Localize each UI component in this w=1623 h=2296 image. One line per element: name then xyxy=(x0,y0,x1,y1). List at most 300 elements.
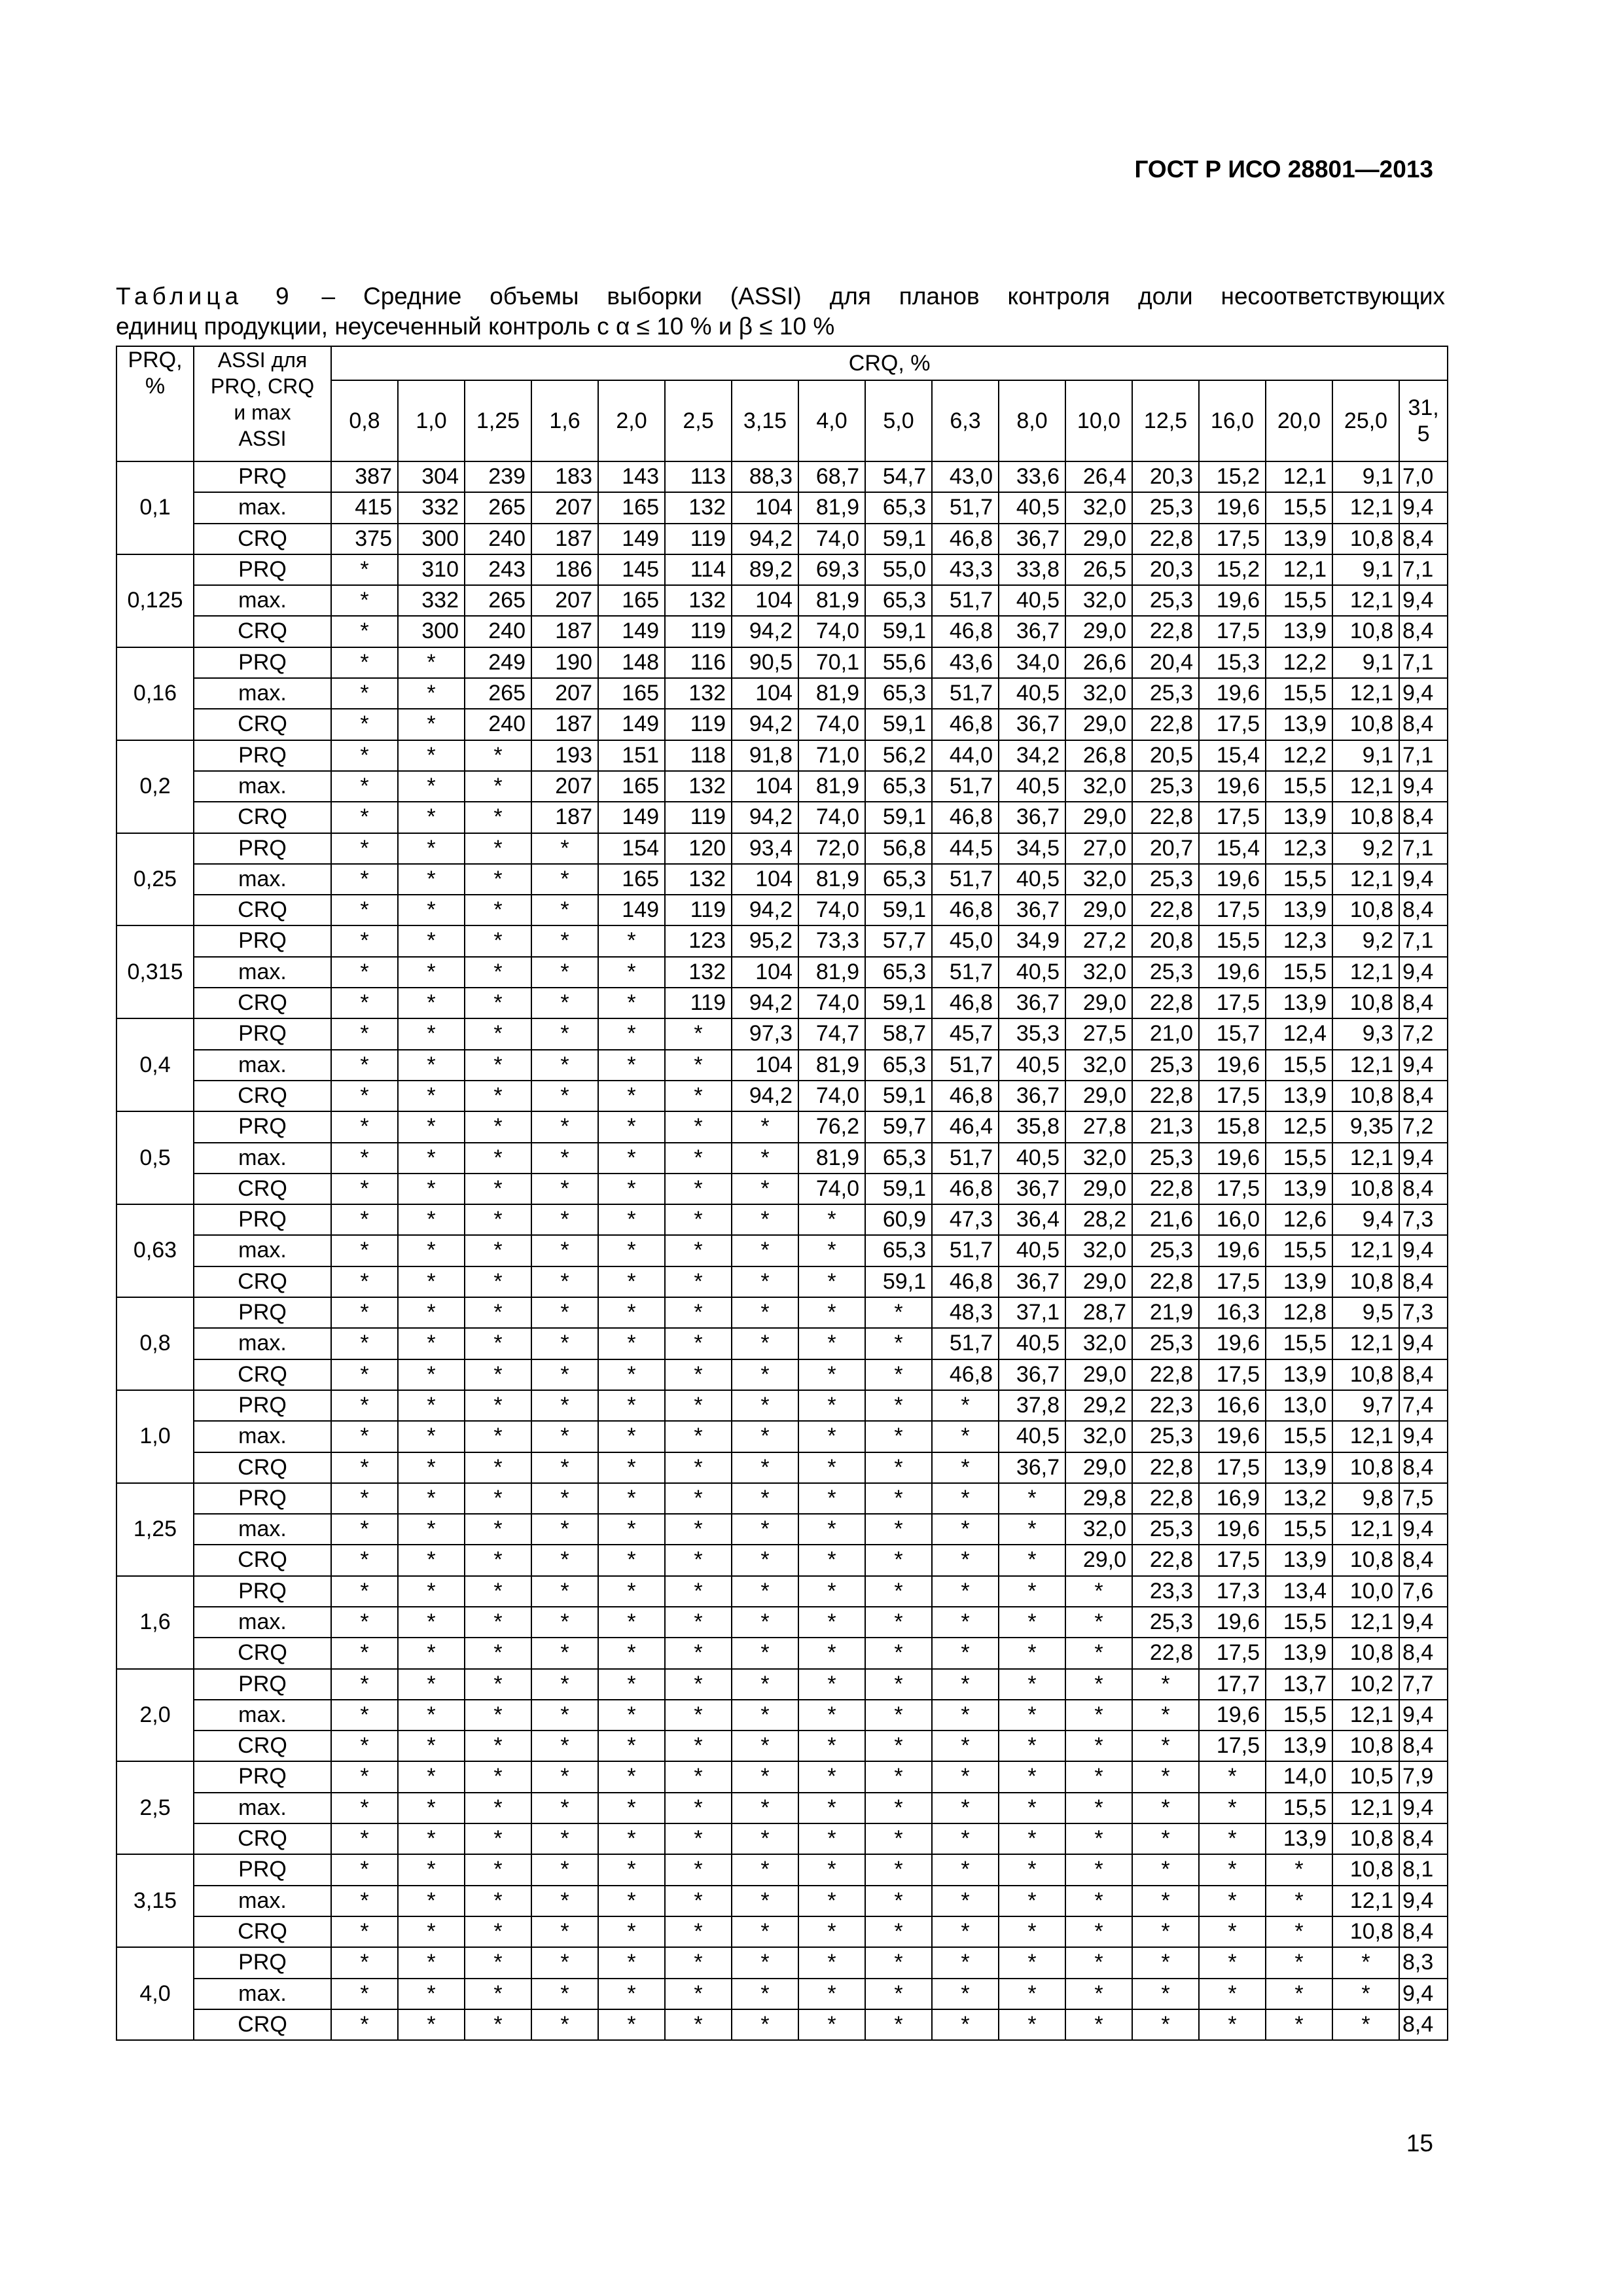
value-cell: * xyxy=(1266,2009,1332,2040)
value-cell: 25,3 xyxy=(1132,771,1199,802)
value-cell: 148 xyxy=(598,647,665,678)
value-cell: * xyxy=(1132,1669,1199,1700)
crq-header-cell: 20,0 xyxy=(1266,380,1332,461)
value-cell: 10,8 xyxy=(1332,1731,1399,1761)
value-cell: * xyxy=(798,1297,865,1328)
value-cell: * xyxy=(398,709,465,740)
value-cell: 40,5 xyxy=(999,864,1065,895)
value-cell: * xyxy=(865,1669,932,1700)
value-cell: * xyxy=(531,957,598,988)
value-cell: * xyxy=(932,1514,999,1545)
value-cell: * xyxy=(932,1390,999,1421)
value-cell: 36,7 xyxy=(999,616,1065,647)
value-cell: * xyxy=(732,1576,798,1607)
value-cell: * xyxy=(798,1823,865,1854)
value-cell: 22,8 xyxy=(1132,1483,1199,1514)
value-cell: 113 xyxy=(665,461,732,492)
value-cell: * xyxy=(999,1761,1065,1792)
value-cell: * xyxy=(999,1823,1065,1854)
value-cell: * xyxy=(1132,1793,1199,1823)
value-cell: 332 xyxy=(398,585,465,616)
value-cell: * xyxy=(598,1700,665,1731)
value-cell: 15,5 xyxy=(1199,925,1266,956)
value-cell: 17,5 xyxy=(1199,1174,1266,1204)
value-cell: * xyxy=(665,1452,732,1483)
row-label-cell: PRQ xyxy=(194,1669,331,1700)
value-cell: 29,0 xyxy=(1065,1081,1132,1111)
value-cell: 12,1 xyxy=(1332,1886,1399,1916)
value-cell: 12,1 xyxy=(1332,1421,1399,1452)
value-cell: 19,6 xyxy=(1199,771,1266,802)
value-cell: * xyxy=(1065,1700,1132,1731)
value-cell: 9,4 xyxy=(1399,1143,1448,1174)
value-cell: * xyxy=(732,1452,798,1483)
value-cell: * xyxy=(1065,1916,1132,1947)
value-cell: 187 xyxy=(531,524,598,554)
value-cell: 193 xyxy=(531,740,598,771)
value-cell: * xyxy=(331,740,398,771)
value-cell: * xyxy=(665,2009,732,2040)
value-cell: 149 xyxy=(598,709,665,740)
table-row xyxy=(116,957,1448,988)
crq-header-cell: 1,0 xyxy=(398,380,465,461)
value-cell: 20,3 xyxy=(1132,554,1199,585)
value-cell: 88,3 xyxy=(732,461,798,492)
value-cell: 9,4 xyxy=(1399,1050,1448,1081)
value-cell: * xyxy=(465,1793,531,1823)
value-cell: * xyxy=(865,1359,932,1390)
table-row xyxy=(116,771,1448,802)
value-cell: 46,4 xyxy=(932,1111,999,1142)
value-cell: * xyxy=(465,1483,531,1514)
value-cell: 29,0 xyxy=(1065,802,1132,833)
value-cell: * xyxy=(331,1700,398,1731)
value-cell: * xyxy=(1132,1731,1199,1761)
value-cell: * xyxy=(331,1081,398,1111)
value-cell: 13,9 xyxy=(1266,616,1332,647)
value-cell: * xyxy=(732,1823,798,1854)
value-cell: 25,3 xyxy=(1132,864,1199,895)
value-cell: * xyxy=(732,1235,798,1266)
value-cell: 10,8 xyxy=(1332,1823,1399,1854)
value-cell: 10,8 xyxy=(1332,1638,1399,1668)
value-cell: 12,1 xyxy=(1332,1328,1399,1359)
value-cell: 73,3 xyxy=(798,925,865,956)
table-row xyxy=(116,864,1448,895)
table-row xyxy=(116,1050,1448,1081)
value-cell: * xyxy=(398,925,465,956)
row-label-cell: max. xyxy=(194,771,331,802)
value-cell: * xyxy=(398,1143,465,1174)
value-cell: 13,9 xyxy=(1266,1266,1332,1297)
prq-value-cell: 2,0 xyxy=(116,1669,194,1762)
value-cell: * xyxy=(531,895,598,925)
value-cell: 132 xyxy=(665,492,732,523)
value-cell: * xyxy=(531,925,598,956)
value-cell: * xyxy=(732,2009,798,2040)
row-label-cell: PRQ xyxy=(194,1204,331,1235)
value-cell: 415 xyxy=(331,492,398,523)
value-cell: * xyxy=(732,1111,798,1142)
value-cell: 20,8 xyxy=(1132,925,1199,956)
value-cell: 74,0 xyxy=(798,616,865,647)
value-cell: * xyxy=(1065,1823,1132,1854)
value-cell: 207 xyxy=(531,585,598,616)
value-cell: * xyxy=(598,1669,665,1700)
value-cell: 46,8 xyxy=(932,616,999,647)
caption-line-2: единиц продукции, неусеченный контроль с α ≤ 10 % и β ≤ 10 % xyxy=(116,313,835,340)
value-cell: 207 xyxy=(531,492,598,523)
table-row xyxy=(116,1607,1448,1638)
value-cell: * xyxy=(999,1886,1065,1916)
value-cell: 10,8 xyxy=(1332,1545,1399,1575)
value-cell: * xyxy=(331,1174,398,1204)
value-cell: * xyxy=(531,1050,598,1081)
value-cell: 7,4 xyxy=(1399,1390,1448,1421)
value-cell: 40,5 xyxy=(999,957,1065,988)
value-cell: * xyxy=(732,1297,798,1328)
value-cell: 74,0 xyxy=(798,895,865,925)
value-cell: * xyxy=(598,988,665,1018)
value-cell: * xyxy=(798,1669,865,1700)
value-cell: 15,5 xyxy=(1266,1421,1332,1452)
value-cell: * xyxy=(999,1576,1065,1607)
value-cell: 17,5 xyxy=(1199,1359,1266,1390)
value-cell: 20,5 xyxy=(1132,740,1199,771)
value-cell: 29,0 xyxy=(1065,895,1132,925)
value-cell: * xyxy=(598,1421,665,1452)
value-cell: * xyxy=(665,1545,732,1575)
value-cell: * xyxy=(531,1174,598,1204)
value-cell: 46,8 xyxy=(932,802,999,833)
value-cell: * xyxy=(398,1018,465,1049)
value-cell: 165 xyxy=(598,678,665,709)
value-cell: 17,5 xyxy=(1199,988,1266,1018)
value-cell: 36,7 xyxy=(999,895,1065,925)
prq-value-cell: 0,1 xyxy=(116,461,194,554)
value-cell: 9,8 xyxy=(1332,1483,1399,1514)
value-cell: * xyxy=(398,740,465,771)
value-cell: 9,7 xyxy=(1332,1390,1399,1421)
value-cell: * xyxy=(598,1761,665,1792)
value-cell: * xyxy=(531,1452,598,1483)
value-cell: 40,5 xyxy=(999,1328,1065,1359)
value-cell: 9,4 xyxy=(1399,771,1448,802)
row-label-cell: CRQ xyxy=(194,1545,331,1575)
value-cell: * xyxy=(398,1297,465,1328)
value-cell: 22,8 xyxy=(1132,524,1199,554)
value-cell: 19,6 xyxy=(1199,1607,1266,1638)
value-cell: 7,3 xyxy=(1399,1297,1448,1328)
value-cell: 81,9 xyxy=(798,1050,865,1081)
value-cell: 68,7 xyxy=(798,461,865,492)
value-cell: 71,0 xyxy=(798,740,865,771)
prq-value-cell: 0,315 xyxy=(116,925,194,1018)
value-cell: 76,2 xyxy=(798,1111,865,1142)
crq-header-cell: 5,0 xyxy=(865,380,932,461)
value-cell: 21,9 xyxy=(1132,1297,1199,1328)
value-cell: * xyxy=(598,1854,665,1885)
value-cell: * xyxy=(1132,1700,1199,1731)
table-row xyxy=(116,802,1448,833)
row-label-cell: max. xyxy=(194,864,331,895)
value-cell: 16,0 xyxy=(1199,1204,1266,1235)
value-cell: 22,8 xyxy=(1132,802,1199,833)
value-cell: 25,3 xyxy=(1132,1421,1199,1452)
value-cell: 27,0 xyxy=(1065,833,1132,864)
value-cell: * xyxy=(598,1359,665,1390)
value-cell: 19,6 xyxy=(1199,1328,1266,1359)
value-cell: 9,1 xyxy=(1332,647,1399,678)
value-cell: * xyxy=(1132,1761,1199,1792)
prq-value-cell: 1,6 xyxy=(116,1576,194,1669)
value-cell: * xyxy=(398,1421,465,1452)
value-cell: * xyxy=(665,1266,732,1297)
value-cell: 17,5 xyxy=(1199,802,1266,833)
table-row xyxy=(116,833,1448,864)
value-cell: * xyxy=(398,1390,465,1421)
value-cell: 46,8 xyxy=(932,895,999,925)
value-cell: * xyxy=(331,802,398,833)
value-cell: 28,2 xyxy=(1065,1204,1132,1235)
value-cell: * xyxy=(531,1793,598,1823)
row-label-cell: PRQ xyxy=(194,1947,331,1978)
value-cell: * xyxy=(1065,1607,1132,1638)
value-cell: 65,3 xyxy=(865,492,932,523)
value-cell: * xyxy=(932,1421,999,1452)
value-cell: 332 xyxy=(398,492,465,523)
value-cell: 265 xyxy=(465,492,531,523)
value-cell: * xyxy=(732,1545,798,1575)
value-cell: * xyxy=(732,1204,798,1235)
value-cell: * xyxy=(465,1421,531,1452)
value-cell: 51,7 xyxy=(932,1235,999,1266)
value-cell: * xyxy=(465,1111,531,1142)
value-cell: 32,0 xyxy=(1065,1235,1132,1266)
value-cell: 151 xyxy=(598,740,665,771)
table-row xyxy=(116,1700,1448,1731)
value-cell: 22,8 xyxy=(1132,1174,1199,1204)
value-cell: 9,4 xyxy=(1399,1979,1448,2009)
value-cell: * xyxy=(531,1297,598,1328)
row-label-cell: max. xyxy=(194,585,331,616)
value-cell: * xyxy=(732,1793,798,1823)
value-cell: 10,8 xyxy=(1332,1452,1399,1483)
value-cell: * xyxy=(798,1576,865,1607)
value-cell: * xyxy=(732,1514,798,1545)
value-cell: * xyxy=(465,1328,531,1359)
value-cell: 7,1 xyxy=(1399,554,1448,585)
value-cell: * xyxy=(531,833,598,864)
value-cell: * xyxy=(732,1916,798,1947)
value-cell: * xyxy=(732,1854,798,1885)
value-cell: * xyxy=(999,2009,1065,2040)
value-cell: 9,4 xyxy=(1399,678,1448,709)
value-cell: * xyxy=(598,1018,665,1049)
value-cell: * xyxy=(732,1266,798,1297)
crq-header-cell: 6,3 xyxy=(932,380,999,461)
value-cell: 8,1 xyxy=(1399,1854,1448,1885)
value-cell: * xyxy=(465,1979,531,2009)
value-cell: * xyxy=(598,1174,665,1204)
value-cell: 40,5 xyxy=(999,771,1065,802)
value-cell: * xyxy=(531,1514,598,1545)
value-cell: * xyxy=(932,1607,999,1638)
crq-header-cell: 8,0 xyxy=(999,380,1065,461)
value-cell: 25,3 xyxy=(1132,957,1199,988)
value-cell: 51,7 xyxy=(932,585,999,616)
value-cell: 59,7 xyxy=(865,1111,932,1142)
value-cell: 26,5 xyxy=(1065,554,1132,585)
value-cell: * xyxy=(665,1700,732,1731)
value-cell: 9,5 xyxy=(1332,1297,1399,1328)
value-cell: * xyxy=(665,1483,732,1514)
value-cell: 94,2 xyxy=(732,524,798,554)
value-cell: 7,2 xyxy=(1399,1018,1448,1049)
value-cell: * xyxy=(932,1669,999,1700)
value-cell: 249 xyxy=(465,647,531,678)
value-cell: * xyxy=(398,2009,465,2040)
value-cell: * xyxy=(598,1111,665,1142)
value-cell: * xyxy=(865,1514,932,1545)
value-cell: * xyxy=(398,1452,465,1483)
value-cell: * xyxy=(1132,1979,1199,2009)
value-cell: * xyxy=(1065,1854,1132,1885)
value-cell: * xyxy=(398,1111,465,1142)
prq-value-cell: 0,8 xyxy=(116,1297,194,1390)
value-cell: * xyxy=(798,1235,865,1266)
value-cell: 51,7 xyxy=(932,1328,999,1359)
value-cell: * xyxy=(999,1638,1065,1668)
value-cell: 19,6 xyxy=(1199,1421,1266,1452)
value-cell: 22,8 xyxy=(1132,1545,1199,1575)
value-cell: * xyxy=(932,1731,999,1761)
value-cell: * xyxy=(465,1266,531,1297)
value-cell: 55,0 xyxy=(865,554,932,585)
value-cell: 186 xyxy=(531,554,598,585)
row-label-cell: max. xyxy=(194,1979,331,2009)
value-cell: 29,0 xyxy=(1065,1266,1132,1297)
value-cell: 59,1 xyxy=(865,616,932,647)
value-cell: 17,5 xyxy=(1199,1081,1266,1111)
value-cell: 12,1 xyxy=(1332,957,1399,988)
value-cell: 9,2 xyxy=(1332,925,1399,956)
value-cell: 17,5 xyxy=(1199,1638,1266,1668)
value-cell: * xyxy=(732,1731,798,1761)
value-cell: 8,4 xyxy=(1399,524,1448,554)
value-cell: * xyxy=(531,1854,598,1885)
value-cell: 94,2 xyxy=(732,895,798,925)
value-cell: 32,0 xyxy=(1065,492,1132,523)
value-cell: * xyxy=(732,1359,798,1390)
crq-header-cell: 31, 5 xyxy=(1399,380,1448,461)
prq-value-cell: 0,25 xyxy=(116,833,194,926)
row-label-cell: max. xyxy=(194,1793,331,1823)
value-cell: * xyxy=(531,1731,598,1761)
value-cell: * xyxy=(398,1793,465,1823)
value-cell: * xyxy=(331,616,398,647)
value-cell: 19,6 xyxy=(1199,864,1266,895)
value-cell: * xyxy=(932,2009,999,2040)
value-cell: 93,4 xyxy=(732,833,798,864)
table-row xyxy=(116,616,1448,647)
table-row xyxy=(116,1823,1448,1854)
value-cell: 22,8 xyxy=(1132,1081,1199,1111)
value-cell: 46,8 xyxy=(932,1174,999,1204)
value-cell: * xyxy=(665,1143,732,1174)
value-cell: * xyxy=(665,1886,732,1916)
value-cell: * xyxy=(531,1081,598,1111)
page-number: 15 xyxy=(1406,2130,1433,2157)
value-cell: * xyxy=(598,1297,665,1328)
table-row xyxy=(116,1669,1448,1700)
value-cell: * xyxy=(331,1916,398,1947)
value-cell: 15,5 xyxy=(1266,1143,1332,1174)
value-cell: * xyxy=(531,1979,598,2009)
value-cell: * xyxy=(865,1947,932,1978)
row-label-cell: max. xyxy=(194,1235,331,1266)
value-cell: 57,7 xyxy=(865,925,932,956)
value-cell: * xyxy=(865,2009,932,2040)
value-cell: 13,9 xyxy=(1266,1823,1332,1854)
value-cell: 15,5 xyxy=(1266,1050,1332,1081)
value-cell: 40,5 xyxy=(999,585,1065,616)
value-cell: 35,8 xyxy=(999,1111,1065,1142)
value-cell: * xyxy=(932,1979,999,2009)
value-cell: 36,7 xyxy=(999,1266,1065,1297)
value-cell: * xyxy=(598,1143,665,1174)
value-cell: 21,0 xyxy=(1132,1018,1199,1049)
value-cell: * xyxy=(865,1886,932,1916)
value-cell: * xyxy=(331,1669,398,1700)
value-cell: 25,3 xyxy=(1132,1607,1199,1638)
value-cell: 17,5 xyxy=(1199,895,1266,925)
value-cell: * xyxy=(865,1638,932,1668)
value-cell: 32,0 xyxy=(1065,1143,1132,1174)
value-cell: 9,4 xyxy=(1399,492,1448,523)
value-cell: * xyxy=(999,1483,1065,1514)
table-row xyxy=(116,1979,1448,2009)
value-cell: 32,0 xyxy=(1065,585,1132,616)
table-row xyxy=(116,709,1448,740)
header-assi: ASSI для PRQ, CRQ и max ASSI xyxy=(194,346,331,461)
value-cell: 10,8 xyxy=(1332,709,1399,740)
value-cell: 310 xyxy=(398,554,465,585)
value-cell: 9,35 xyxy=(1332,1111,1399,1142)
value-cell: 7,6 xyxy=(1399,1576,1448,1607)
value-cell: * xyxy=(398,988,465,1018)
caption-title: – Средние объемы выборки (ASSI) для планов контроля доли несоответствующих xyxy=(321,283,1446,310)
value-cell: * xyxy=(398,1514,465,1545)
value-cell: * xyxy=(798,1700,865,1731)
value-cell: 13,9 xyxy=(1266,1452,1332,1483)
value-cell: 119 xyxy=(665,802,732,833)
value-cell: 239 xyxy=(465,461,531,492)
value-cell: * xyxy=(398,1359,465,1390)
value-cell: 33,6 xyxy=(999,461,1065,492)
value-cell: 26,4 xyxy=(1065,461,1132,492)
value-cell: 13,9 xyxy=(1266,1359,1332,1390)
value-cell: * xyxy=(598,1916,665,1947)
prq-value-cell: 1,25 xyxy=(116,1483,194,1576)
value-cell: 25,3 xyxy=(1132,1514,1199,1545)
value-cell: * xyxy=(865,1793,932,1823)
value-cell: * xyxy=(598,1390,665,1421)
value-cell: 32,0 xyxy=(1065,1514,1132,1545)
value-cell: 36,7 xyxy=(999,524,1065,554)
table-caption xyxy=(116,281,1445,342)
value-cell: 15,5 xyxy=(1266,1328,1332,1359)
